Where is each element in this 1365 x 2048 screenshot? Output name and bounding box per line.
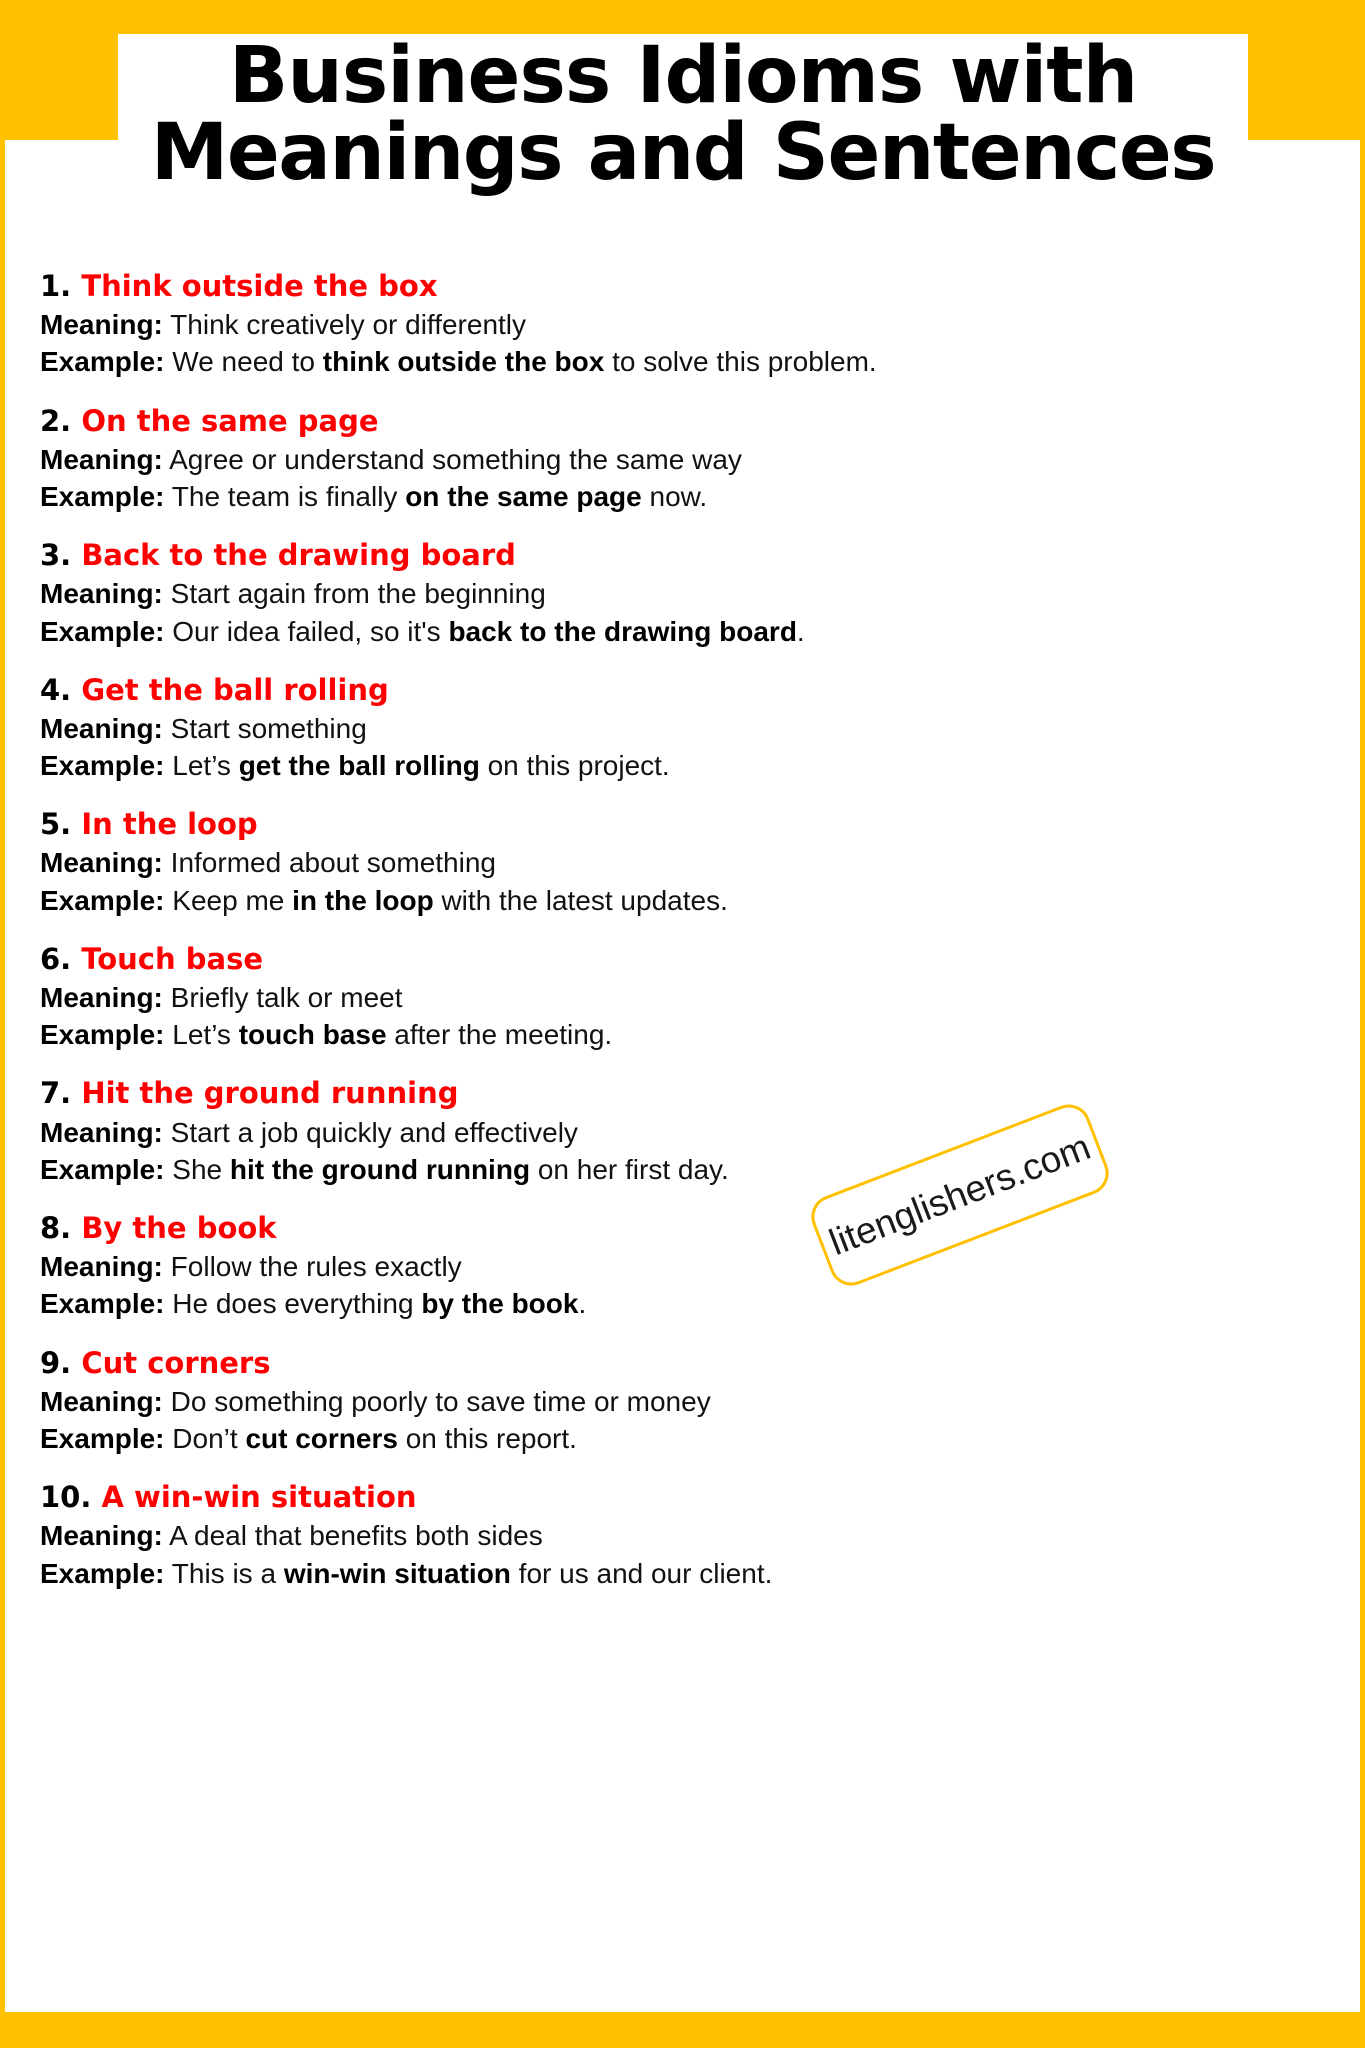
example-text-after: with the latest updates. xyxy=(433,884,728,916)
example-label: Example: xyxy=(40,346,165,378)
meaning-label: Meaning: xyxy=(40,1520,163,1552)
idiom-phrase: Think outside the box xyxy=(81,269,438,303)
example-line xyxy=(40,613,1330,650)
idiom-number: 1. xyxy=(40,269,72,303)
idiom-list xyxy=(40,268,1330,1592)
example-label: Example: xyxy=(40,1557,165,1589)
meaning-text: Do something poorly to save time or money xyxy=(170,1385,711,1417)
example-text-after: to solve this problem. xyxy=(604,346,877,378)
example-line xyxy=(40,1555,1330,1592)
page-title-line-1: Business Idioms with xyxy=(228,31,1138,121)
meaning-line xyxy=(40,575,1330,612)
idiom-phrase: Touch base xyxy=(81,941,264,976)
example-text-before: He does everything xyxy=(172,1288,422,1320)
meaning-line xyxy=(40,441,1330,478)
idiom-entry xyxy=(40,941,1330,1054)
idiom-number: 3. xyxy=(40,538,72,573)
idiom-number: 10. xyxy=(40,1480,92,1515)
meaning-text: A deal that benefits both sides xyxy=(169,1520,543,1552)
example-idiom-highlight: think outside the box xyxy=(322,346,605,378)
example-idiom-highlight: touch base xyxy=(238,1019,387,1051)
idiom-heading xyxy=(40,537,1330,574)
example-idiom-highlight: cut corners xyxy=(245,1422,398,1454)
left-accent-border xyxy=(0,140,5,2012)
idiom-phrase: On the same page xyxy=(81,403,379,438)
meaning-text: Start something xyxy=(170,712,367,744)
example-text-after: on this project. xyxy=(479,750,670,782)
meaning-label: Meaning: xyxy=(40,309,163,341)
meaning-line xyxy=(40,710,1330,747)
idiom-number: 7. xyxy=(40,1076,72,1111)
meaning-label: Meaning: xyxy=(40,982,163,1013)
example-text-after: for us and our client. xyxy=(510,1557,773,1589)
idiom-phrase: In the loop xyxy=(81,807,258,842)
idiom-phrase: A win-win situation xyxy=(101,1480,417,1515)
idiom-heading xyxy=(40,806,1330,843)
meaning-text: Agree or understand something the same way xyxy=(169,443,742,475)
idiom-number: 9. xyxy=(40,1345,72,1380)
example-label: Example: xyxy=(40,750,165,782)
example-text-before: Let’s xyxy=(172,1019,239,1051)
watermark-label: litenglishers.com xyxy=(823,1126,1096,1264)
idiom-entry xyxy=(40,672,1330,785)
page-title xyxy=(118,31,1248,199)
example-idiom-highlight: hit the ground running xyxy=(229,1153,531,1185)
example-line xyxy=(40,1016,1330,1053)
example-line xyxy=(40,747,1330,784)
meaning-line xyxy=(40,1517,1330,1554)
idiom-heading xyxy=(40,1345,1330,1382)
idiom-phrase: Get the ball rolling xyxy=(81,672,389,707)
example-label: Example: xyxy=(40,615,165,647)
right-accent-border xyxy=(1360,140,1365,2012)
example-text-after: after the meeting. xyxy=(386,1019,613,1051)
example-text-before: Keep me xyxy=(172,884,293,916)
idiom-entry xyxy=(40,268,1330,381)
idiom-number: 5. xyxy=(40,807,72,842)
example-text-after: . xyxy=(578,1288,587,1320)
meaning-line xyxy=(40,1383,1330,1420)
meaning-label: Meaning: xyxy=(40,712,163,744)
meaning-line xyxy=(40,306,1330,343)
idiom-entry xyxy=(40,1075,1330,1188)
example-label: Example: xyxy=(40,1153,165,1185)
idiom-phrase: Back to the drawing board xyxy=(81,538,516,573)
example-line xyxy=(40,343,1330,380)
example-line xyxy=(40,1285,1330,1322)
idiom-entry xyxy=(40,537,1330,650)
idiom-number: 4. xyxy=(40,672,72,707)
meaning-label: Meaning: xyxy=(40,1251,163,1283)
example-line xyxy=(40,1420,1330,1457)
meaning-line xyxy=(40,1248,1330,1285)
idiom-heading xyxy=(40,672,1330,709)
example-text-before: This is a xyxy=(171,1557,284,1589)
example-text-after: now. xyxy=(641,480,708,512)
meaning-label: Meaning: xyxy=(40,1116,163,1148)
example-line xyxy=(40,1151,1330,1188)
example-text-before: The team is finally xyxy=(171,480,406,512)
idiom-heading xyxy=(40,1075,1330,1112)
example-text-after: on her first day. xyxy=(530,1153,729,1185)
meaning-line xyxy=(40,844,1330,881)
meaning-text: Briefly talk or meet xyxy=(170,982,403,1013)
meaning-line xyxy=(40,979,1330,1016)
example-label: Example: xyxy=(40,1422,165,1454)
meaning-text: Follow the rules exactly xyxy=(170,1251,462,1283)
example-label: Example: xyxy=(40,1288,165,1320)
idiom-heading xyxy=(40,1479,1330,1516)
meaning-line xyxy=(40,1114,1330,1151)
example-text-after: on this report. xyxy=(397,1422,577,1454)
meaning-label: Meaning: xyxy=(40,578,163,610)
meaning-text: Think creatively or differently xyxy=(170,309,527,341)
example-text-before: We need to xyxy=(172,346,323,378)
idiom-phrase: Cut corners xyxy=(81,1345,271,1380)
example-text-before: She xyxy=(172,1153,230,1185)
example-idiom-highlight: by the book xyxy=(421,1288,579,1320)
idiom-heading xyxy=(40,1210,1330,1247)
idiom-number: 6. xyxy=(40,941,72,976)
meaning-text: Start again from the beginning xyxy=(170,578,546,610)
example-idiom-highlight: in the loop xyxy=(292,884,434,916)
meaning-text: Start a job quickly and effectively xyxy=(170,1116,578,1148)
idiom-number: 8. xyxy=(40,1211,72,1246)
example-idiom-highlight: win-win situation xyxy=(283,1557,511,1589)
meaning-label: Meaning: xyxy=(40,847,163,879)
example-label: Example: xyxy=(40,1019,165,1051)
meaning-text: Informed about something xyxy=(170,847,496,879)
example-idiom-highlight: get the ball rolling xyxy=(238,750,480,782)
example-text-before: Don’t xyxy=(172,1422,246,1454)
idiom-entry xyxy=(40,1479,1330,1592)
idiom-phrase: Hit the ground running xyxy=(81,1076,459,1111)
idiom-heading xyxy=(40,268,1330,305)
example-label: Example: xyxy=(40,884,165,916)
example-line xyxy=(40,882,1330,919)
example-text-before: Let’s xyxy=(172,750,239,782)
example-label: Example: xyxy=(40,480,165,512)
example-idiom-highlight: on the same page xyxy=(405,480,642,512)
meaning-label: Meaning: xyxy=(40,1385,163,1417)
idiom-entry xyxy=(40,403,1330,516)
idiom-entry xyxy=(40,1210,1330,1323)
idiom-heading xyxy=(40,941,1330,978)
example-idiom-highlight: back to the drawing board xyxy=(448,615,797,647)
idiom-phrase: By the book xyxy=(81,1211,277,1246)
idiom-entry xyxy=(40,806,1330,919)
idiom-heading xyxy=(40,403,1330,440)
idiom-entry xyxy=(40,1345,1330,1458)
example-text-after: . xyxy=(796,615,805,647)
idiom-number: 2. xyxy=(40,403,72,438)
meaning-label: Meaning: xyxy=(40,443,163,475)
example-line xyxy=(40,478,1330,515)
bottom-accent-band xyxy=(0,2012,1365,2048)
example-text-before: Our idea failed, so it's xyxy=(172,615,449,647)
page-title-line-2: Meanings and Sentences xyxy=(150,108,1216,199)
